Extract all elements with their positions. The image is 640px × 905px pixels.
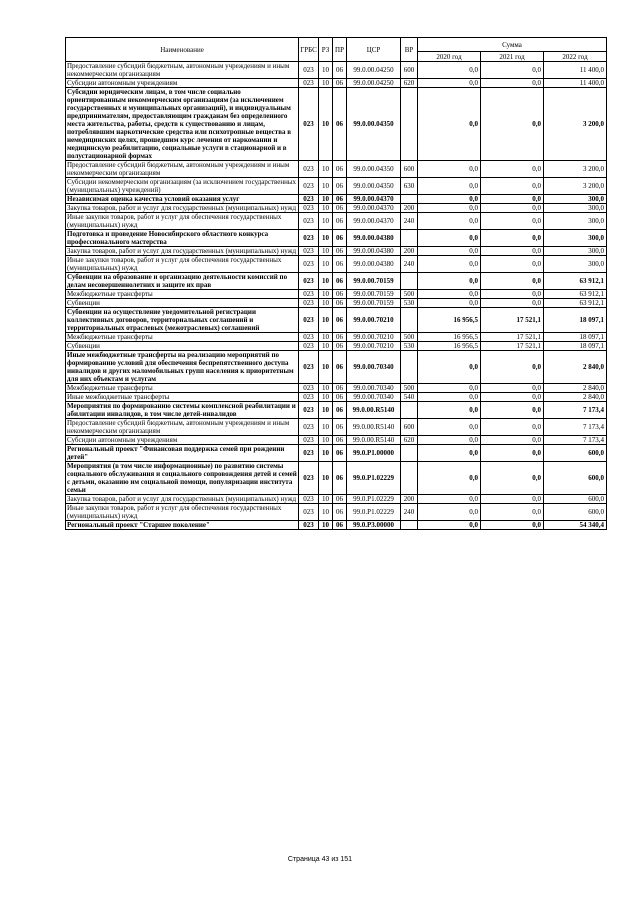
cell-y3: 63 912,1 [544, 273, 607, 290]
cell-y1: 0,0 [418, 299, 481, 308]
table-row [66, 504, 607, 521]
cell-rz: 10 [319, 290, 333, 299]
cell-y3: 600,0 [544, 445, 607, 462]
cell-pr: 06 [333, 62, 347, 79]
cell-vr [401, 462, 418, 495]
table-row [66, 204, 607, 213]
cell-rz: 10 [319, 195, 333, 204]
cell-y3: 2 840,0 [544, 393, 607, 402]
cell-vr: 240 [401, 256, 418, 273]
cell-csr: 99.0.00.70159 [347, 299, 401, 308]
cell-y1: 0,0 [418, 62, 481, 79]
cell-pr: 06 [333, 393, 347, 402]
header-year-2022: 2022 год [544, 52, 607, 62]
cell-y3: 11 400,0 [544, 62, 607, 79]
cell-csr: 99.0.00.04380 [347, 230, 401, 247]
cell-pr: 06 [333, 247, 347, 256]
cell-rz: 10 [319, 299, 333, 308]
table-row [66, 495, 607, 504]
table-row [66, 521, 607, 530]
cell-csr: 99.0.P1.02229 [347, 495, 401, 504]
cell-name: Субсидии автономным учреждениям [66, 79, 299, 88]
cell-name: Субсидии некоммерческим организациям (за исключением государственных (муниципальных) учреждений) [66, 178, 299, 195]
cell-grbs: 023 [299, 88, 319, 161]
cell-pr: 06 [333, 88, 347, 161]
cell-y1: 0,0 [418, 495, 481, 504]
cell-pr: 06 [333, 308, 347, 333]
cell-y2: 17 521,1 [481, 333, 544, 342]
header-grbs: ГРБС [299, 38, 319, 62]
cell-y1: 0,0 [418, 419, 481, 436]
cell-pr: 06 [333, 230, 347, 247]
cell-name: Иные закупки товаров, работ и услуг для обеспечения государственных (муниципальных) нужд [66, 213, 299, 230]
cell-y3: 300,0 [544, 213, 607, 230]
cell-rz: 10 [319, 273, 333, 290]
cell-vr: 620 [401, 436, 418, 445]
cell-name: Предоставление субсидий бюджетным, автономным учреждениям и иным некоммерческим организациям [66, 419, 299, 436]
cell-y3: 3 200,0 [544, 178, 607, 195]
cell-csr: 99.0.00.70159 [347, 290, 401, 299]
cell-vr [401, 273, 418, 290]
header-name: Наименование [66, 38, 299, 62]
cell-rz: 10 [319, 436, 333, 445]
cell-y2: 0,0 [481, 88, 544, 161]
cell-y3: 63 912,1 [544, 299, 607, 308]
table-row [66, 230, 607, 247]
cell-csr: 99.0.00.70210 [347, 333, 401, 342]
cell-rz: 10 [319, 445, 333, 462]
cell-y2: 0,0 [481, 504, 544, 521]
cell-rz: 10 [319, 62, 333, 79]
cell-grbs: 023 [299, 333, 319, 342]
cell-grbs: 023 [299, 462, 319, 495]
cell-grbs: 023 [299, 384, 319, 393]
cell-name: Независимая оценка качества условий оказания услуг [66, 195, 299, 204]
cell-name: Закупка товаров, работ и услуг для государственных (муниципальных) нужд [66, 204, 299, 213]
cell-grbs: 023 [299, 195, 319, 204]
table-row [66, 308, 607, 333]
cell-csr: 99.0.00.04370 [347, 204, 401, 213]
cell-rz: 10 [319, 161, 333, 178]
cell-y2: 0,0 [481, 393, 544, 402]
cell-y2: 0,0 [481, 195, 544, 204]
cell-pr: 06 [333, 521, 347, 530]
cell-vr: 500 [401, 290, 418, 299]
cell-vr: 630 [401, 178, 418, 195]
cell-csr: 99.0.00.04380 [347, 256, 401, 273]
cell-csr: 99.0.00.70159 [347, 273, 401, 290]
cell-name: Региональный проект "Старшее поколение" [66, 521, 299, 530]
header-pr: ПР [333, 38, 347, 62]
cell-y1: 16 956,5 [418, 308, 481, 333]
cell-csr: 99.0.00.04250 [347, 79, 401, 88]
cell-y2: 0,0 [481, 402, 544, 419]
cell-pr: 06 [333, 436, 347, 445]
cell-y3: 300,0 [544, 256, 607, 273]
cell-csr: 99.0.P1.02229 [347, 504, 401, 521]
cell-name: Субвенции на осуществление уведомительной регистрации коллективных договоров, территориальных соглашений и территориальных отраслевых (межотраслевых) соглашений [66, 308, 299, 333]
cell-pr: 06 [333, 195, 347, 204]
cell-y1: 0,0 [418, 351, 481, 384]
cell-y3: 300,0 [544, 230, 607, 247]
table-row [66, 436, 607, 445]
cell-vr: 240 [401, 213, 418, 230]
cell-pr: 06 [333, 273, 347, 290]
cell-vr [401, 308, 418, 333]
cell-y2: 0,0 [481, 230, 544, 247]
cell-pr: 06 [333, 290, 347, 299]
cell-pr: 06 [333, 351, 347, 384]
cell-csr: 99.0.00.70210 [347, 308, 401, 333]
cell-vr: 530 [401, 342, 418, 351]
table-row [66, 88, 607, 161]
cell-pr: 06 [333, 79, 347, 88]
cell-y3: 63 912,1 [544, 290, 607, 299]
cell-csr: 99.0.00.R5140 [347, 419, 401, 436]
cell-y3: 600,0 [544, 495, 607, 504]
cell-vr: 200 [401, 495, 418, 504]
cell-y2: 0,0 [481, 213, 544, 230]
cell-name: Субсидии юридическим лицам, в том числе социально ориентированным некоммерческим организациям (за исключением государственных и муниципальных организаций), и индивидуальным предпринимателям, предоставляющим гражданам без определенного места жительства, работы, средств к существованию и лицам, потреблявшим наркотические средства или психотропные вещества в немедицинских целях, прошедшим курс лечения от наркомании и медицинскую реабилитацию, социальные услуги в стационарной и в полустационарной формах [66, 88, 299, 161]
cell-y1: 0,0 [418, 79, 481, 88]
cell-name: Межбюджетные трансферты [66, 333, 299, 342]
cell-name: Субвенции [66, 299, 299, 308]
cell-name: Межбюджетные трансферты [66, 384, 299, 393]
cell-name: Иные межбюджетные трансферты на реализацию мероприятий по формированию условий для обеспечения беспрепятственного доступа инвалидов и других маломобильных групп населения к приоритетным для них объектам и услугам [66, 351, 299, 384]
cell-name: Региональный проект "Финансовая поддержка семей при рождении детей" [66, 445, 299, 462]
cell-rz: 10 [319, 308, 333, 333]
cell-y1: 0,0 [418, 273, 481, 290]
header-year-2020: 2020 год [418, 52, 481, 62]
header-year-2021: 2021 год [481, 52, 544, 62]
page-number: Страница 43 из 151 [287, 856, 353, 863]
cell-rz: 10 [319, 351, 333, 384]
cell-rz: 10 [319, 342, 333, 351]
cell-y2: 0,0 [481, 161, 544, 178]
cell-grbs: 023 [299, 204, 319, 213]
cell-vr: 240 [401, 504, 418, 521]
cell-vr [401, 195, 418, 204]
cell-name: Иные закупки товаров, работ и услуг для обеспечения государственных (муниципальных) нужд [66, 256, 299, 273]
cell-grbs: 023 [299, 256, 319, 273]
table-row [66, 62, 607, 79]
cell-name: Иные закупки товаров, работ и услуг для обеспечения государственных (муниципальных) нужд [66, 504, 299, 521]
cell-y1: 0,0 [418, 213, 481, 230]
table-row [66, 273, 607, 290]
cell-grbs: 023 [299, 273, 319, 290]
cell-y1: 0,0 [418, 88, 481, 161]
cell-rz: 10 [319, 88, 333, 161]
cell-vr: 500 [401, 333, 418, 342]
cell-y2: 17 521,1 [481, 308, 544, 333]
table-row [66, 393, 607, 402]
cell-grbs: 023 [299, 445, 319, 462]
cell-y2: 0,0 [481, 436, 544, 445]
cell-vr: 600 [401, 161, 418, 178]
cell-pr: 06 [333, 204, 347, 213]
cell-rz: 10 [319, 256, 333, 273]
cell-y3: 300,0 [544, 204, 607, 213]
cell-vr: 200 [401, 204, 418, 213]
cell-grbs: 023 [299, 299, 319, 308]
cell-y3: 300,0 [544, 247, 607, 256]
cell-y3: 18 097,1 [544, 342, 607, 351]
cell-y2: 0,0 [481, 178, 544, 195]
cell-csr: 99.0.00.04370 [347, 195, 401, 204]
cell-grbs: 023 [299, 419, 319, 436]
cell-csr: 99.0.00.R5140 [347, 402, 401, 419]
cell-csr: 99.0.00.04380 [347, 247, 401, 256]
cell-name: Мероприятия (в том числе информационные) по развитию системы социального обслуживания и социального сопровождения детей и семей с детьми, оказанию им социальной помощи, популяризации института семьи [67, 462, 297, 494]
cell-vr: 600 [401, 419, 418, 436]
table-row [66, 256, 607, 273]
cell-y3: 600,0 [544, 504, 607, 521]
cell-pr: 06 [333, 342, 347, 351]
cell-y3: 18 097,1 [544, 308, 607, 333]
cell-grbs: 023 [299, 178, 319, 195]
cell-rz: 10 [319, 504, 333, 521]
cell-csr: 99.0.00.70340 [347, 393, 401, 402]
table-row [66, 178, 607, 195]
cell-y3: 2 840,0 [544, 384, 607, 393]
cell-y1: 0,0 [418, 402, 481, 419]
cell-y1: 0,0 [418, 230, 481, 247]
cell-y3: 300,0 [544, 195, 607, 204]
cell-y1: 0,0 [418, 161, 481, 178]
header-vr: ВР [401, 38, 418, 62]
cell-y2: 0,0 [481, 290, 544, 299]
cell-rz: 10 [319, 204, 333, 213]
table-row [66, 213, 607, 230]
table-row [66, 445, 607, 462]
table-row [66, 247, 607, 256]
cell-grbs: 023 [299, 402, 319, 419]
cell-y1: 0,0 [418, 256, 481, 273]
table-row [66, 195, 607, 204]
cell-y2: 17 521,1 [481, 342, 544, 351]
cell-y2: 0,0 [481, 273, 544, 290]
cell-y1: 0,0 [418, 445, 481, 462]
cell-vr [401, 230, 418, 247]
cell-pr: 06 [333, 161, 347, 178]
table-row [66, 290, 607, 299]
cell-rz: 10 [319, 384, 333, 393]
cell-y3: 54 340,4 [544, 521, 607, 530]
cell-y1: 0,0 [418, 436, 481, 445]
cell-y2: 0,0 [481, 299, 544, 308]
cell-rz: 10 [319, 495, 333, 504]
table-row [66, 462, 607, 495]
cell-name: Субвенции на образование и организацию деятельности комиссий по делам несовершеннолетних и защите их прав [66, 273, 299, 290]
cell-name: Закупка товаров, работ и услуг для государственных (муниципальных) нужд [66, 247, 299, 256]
cell-grbs: 023 [299, 161, 319, 178]
budget-table [65, 37, 607, 530]
cell-vr [401, 445, 418, 462]
cell-vr: 620 [401, 79, 418, 88]
cell-csr: 99.0.00.R5140 [347, 436, 401, 445]
cell-csr: 99.0.00.04250 [347, 62, 401, 79]
cell-csr: 99.0.00.70340 [347, 351, 401, 384]
table-row [66, 384, 607, 393]
cell-rz: 10 [319, 393, 333, 402]
cell-rz: 10 [319, 79, 333, 88]
cell-pr: 06 [333, 462, 347, 495]
table-row [66, 299, 607, 308]
cell-csr: 99.0.00.70340 [347, 384, 401, 393]
cell-pr: 06 [333, 299, 347, 308]
cell-pr: 06 [333, 419, 347, 436]
cell-csr: 99.0.00.04350 [347, 161, 401, 178]
cell-y2: 0,0 [481, 62, 544, 79]
table-row [66, 79, 607, 88]
cell-y3: 7 173,4 [544, 402, 607, 419]
cell-y2: 0,0 [481, 521, 544, 530]
cell-name: Субсидии автономным учреждениям [66, 436, 299, 445]
cell-name: Субвенции [66, 342, 299, 351]
cell-pr: 06 [333, 384, 347, 393]
cell-grbs: 023 [299, 342, 319, 351]
cell-name: Мероприятия по формированию системы комплексной реабилитации и абилитации инвалидов, в том числе детей-инвалидов [66, 402, 299, 419]
cell-y3: 7 173,4 [544, 436, 607, 445]
cell-csr: 99.0.00.04350 [347, 178, 401, 195]
cell-name: Иные межбюджетные трансферты [66, 393, 299, 402]
cell-y3: 18 097,1 [544, 333, 607, 342]
cell-y3: 3 200,0 [544, 161, 607, 178]
header-csr: ЦСР [347, 38, 401, 62]
cell-y1: 0,0 [418, 393, 481, 402]
cell-y1: 0,0 [418, 204, 481, 213]
cell-csr: 99.0.00.70210 [347, 342, 401, 351]
cell-pr: 06 [333, 504, 347, 521]
cell-y1: 0,0 [418, 504, 481, 521]
cell-rz: 10 [319, 462, 333, 495]
cell-pr: 06 [333, 402, 347, 419]
cell-grbs: 023 [299, 213, 319, 230]
table-row [66, 419, 607, 436]
cell-y2: 0,0 [481, 204, 544, 213]
cell-grbs: 023 [299, 79, 319, 88]
cell-csr: 99.0.00.04350 [347, 88, 401, 161]
cell-y1: 0,0 [418, 521, 481, 530]
cell-y3: 2 840,0 [544, 351, 607, 384]
cell-pr: 06 [333, 256, 347, 273]
cell-grbs: 023 [299, 290, 319, 299]
cell-rz: 10 [319, 521, 333, 530]
cell-grbs: 023 [299, 504, 319, 521]
table-row [66, 342, 607, 351]
cell-y1: 0,0 [418, 462, 481, 495]
cell-grbs: 023 [299, 393, 319, 402]
cell-vr: 200 [401, 247, 418, 256]
cell-y3: 7 173,4 [544, 419, 607, 436]
cell-rz: 10 [319, 419, 333, 436]
cell-rz: 10 [319, 213, 333, 230]
header-rz: РЗ [319, 38, 333, 62]
cell-y2: 0,0 [481, 495, 544, 504]
cell-grbs: 023 [299, 495, 319, 504]
cell-vr: 500 [401, 384, 418, 393]
cell-grbs: 023 [299, 436, 319, 445]
cell-rz: 10 [319, 230, 333, 247]
cell-vr [401, 521, 418, 530]
cell-y3: 3 200,0 [544, 88, 607, 161]
table-row [66, 333, 607, 342]
cell-csr: 99.0.P3.00000 [347, 521, 401, 530]
cell-y2: 0,0 [481, 247, 544, 256]
cell-y1: 16 956,5 [418, 333, 481, 342]
cell-name: Предоставление субсидий бюджетным, автономным учреждениям и иным некоммерческим организациям [66, 62, 299, 79]
cell-y1: 0,0 [418, 290, 481, 299]
cell-y1: 0,0 [418, 247, 481, 256]
cell-grbs: 023 [299, 351, 319, 384]
cell-name: Закупка товаров, работ и услуг для государственных (муниципальных) нужд [66, 495, 299, 504]
cell-rz: 10 [319, 247, 333, 256]
cell-rz: 10 [319, 402, 333, 419]
cell-pr: 06 [333, 178, 347, 195]
cell-grbs: 023 [299, 247, 319, 256]
cell-grbs: 023 [299, 308, 319, 333]
cell-y2: 0,0 [481, 351, 544, 384]
cell-y2: 0,0 [481, 384, 544, 393]
cell-name: Межбюджетные трансферты [66, 290, 299, 299]
cell-y1: 16 956,5 [418, 342, 481, 351]
table-row [66, 161, 607, 178]
cell-vr: 530 [401, 299, 418, 308]
cell-y2: 0,0 [481, 445, 544, 462]
table-row [66, 351, 607, 384]
cell-y3: 600,0 [544, 462, 607, 495]
cell-pr: 06 [333, 213, 347, 230]
cell-vr [401, 351, 418, 384]
cell-vr [401, 88, 418, 161]
cell-csr: 99.0.00.04370 [347, 213, 401, 230]
cell-grbs: 023 [299, 230, 319, 247]
cell-name: Подготовка и проведение Новосибирского областного конкурса профессионального мастерства [66, 230, 299, 247]
cell-y2: 0,0 [481, 462, 544, 495]
cell-y1: 0,0 [418, 384, 481, 393]
cell-vr [401, 402, 418, 419]
cell-grbs: 023 [299, 62, 319, 79]
cell-pr: 06 [333, 495, 347, 504]
cell-pr: 06 [333, 445, 347, 462]
cell-y2: 0,0 [481, 79, 544, 88]
cell-csr: 99.0.P1.02229 [347, 462, 401, 495]
cell-y1: 0,0 [418, 195, 481, 204]
cell-grbs: 023 [299, 521, 319, 530]
cell-rz: 10 [319, 333, 333, 342]
cell-vr: 540 [401, 393, 418, 402]
cell-y3: 11 400,0 [544, 79, 607, 88]
header-sum: Сумма [418, 38, 607, 52]
cell-y2: 0,0 [481, 419, 544, 436]
cell-rz: 10 [319, 178, 333, 195]
cell-name: Предоставление субсидий бюджетным, автономным учреждениям и иным некоммерческим организациям [66, 161, 299, 178]
cell-y2: 0,0 [481, 256, 544, 273]
cell-y1: 0,0 [418, 178, 481, 195]
cell-vr: 600 [401, 62, 418, 79]
cell-csr: 99.0.P1.00000 [347, 445, 401, 462]
cell-pr: 06 [333, 333, 347, 342]
table-row [66, 402, 607, 419]
